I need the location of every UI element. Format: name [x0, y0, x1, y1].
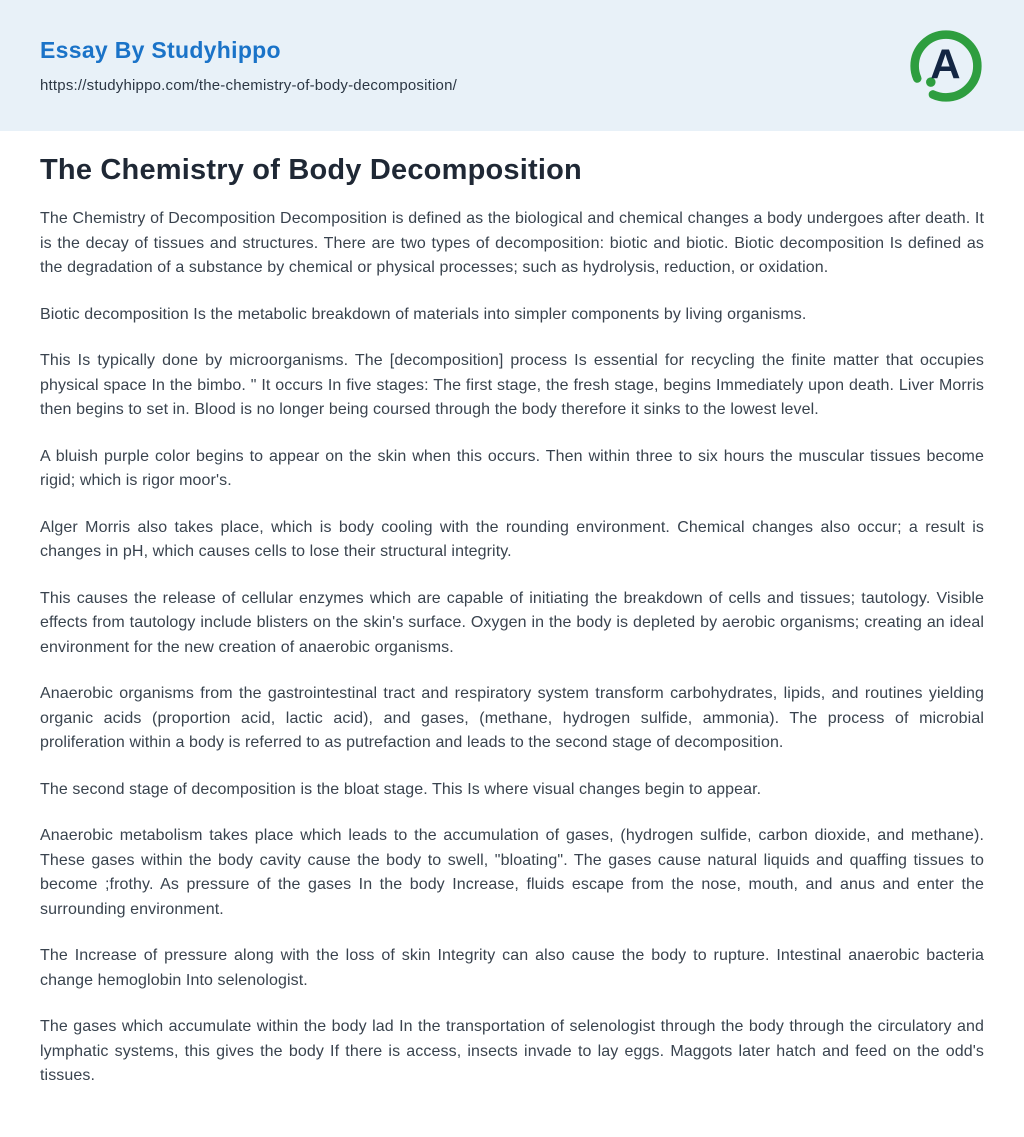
essay-paragraph: The Increase of pressure along with the loss of skin Integrity can also cause the body to rupture. Intestinal anaerobic bacteria change hemoglobin Into selenologist.: [40, 947, 984, 989]
essay-paragraph: Anaerobic metabolism takes place which leads to the accumulation of gases, (hydrogen sulfide, carbon dioxide, and methane). These gases within the body cavity cause the body to swell, "bloating". The gases cause natural liquids and quaffing tissues to become ;frothy. As pressure of the gases In the body Increase, fluids escape from the nose, mouth, and anus and enter the surrounding environment.: [40, 827, 984, 918]
studyhippo-logo[interactable]: [908, 28, 984, 104]
essay-paragraph: The gases which accumulate within the body lad In the transportation of selenologist through the body through the circulatory and lymphatic systems, this gives the body If there is access, insects invade to lay eggs. Maggots later hatch and feed on the odd's tissues.: [40, 1018, 984, 1084]
essay-paragraph: Biotic decomposition Is the metabolic breakdown of materials into simpler components by living organisms.: [40, 305, 807, 323]
essay-title: The Chemistry of Body Decomposition: [40, 154, 582, 186]
essay-paragraph: This causes the release of cellular enzymes which are capable of initiating the breakdown of cells and tissues; tautology. Visible effects from tautology include blisters on the skin's surface. Oxygen in the body is depleted by aerobic organisms; creating an ideal environment for the new creation of anaerobic organisms.: [40, 589, 984, 656]
source-url-link[interactable]: https://studyhippo.com/the-chemistry-of-body-decomposition/: [40, 77, 457, 94]
essay-paragraph: Anaerobic organisms from the gastrointestinal tract and respiratory system transform carbohydrates, lipids, and routines yielding organic acids (proportion acid, lactic acid), and gases, (methane, hydrogen sulfide, ammonia). The process of microbial proliferation within a body is referred to as putrefaction and leads to the second stage of decomposition.: [40, 685, 984, 751]
essay-paragraph: The Chemistry of Decomposition Decomposition is defined as the biological and chemical changes a body undergoes after death. It is the decay of tissues and structures. There are two types of decomposition: biotic and biotic. Biotic decomposition Is defined as the degradation of a substance by chemical or physical processes; such as hydrolysis, reduction, or oxidation.: [40, 210, 984, 276]
essay-paragraph: The second stage of decomposition is the bloat stage. This Is where visual changes begin to appear.: [40, 780, 762, 798]
essay-paragraph: Alger Morris also takes place, which is body cooling with the rounding environment. Chemical changes also occur; a result is changes in pH, which causes cells to lose their structural integrity.: [40, 518, 984, 560]
site-title: Essay By Studyhippo: [40, 37, 281, 63]
logo-letter: A: [930, 39, 961, 87]
essay-paragraph: This Is typically done by microorganisms. The [decomposition] process Is essential for recycling the finite matter that occupies physical space In the bimbo. " It occurs In five stages: The first stage, the fresh stage, begins Immediately upon death. Liver Morris then begins to set in. Blood is no longer being coursed through the body therefore it sinks to the lowest level.: [40, 352, 984, 418]
header-text-block: [40, 37, 457, 94]
essay-paragraph: A bluish purple color begins to appear on the skin when this occurs. Then within three to six hours the muscular tissues become rigid; which is rigor moor's.: [40, 447, 984, 489]
site-header: [0, 0, 1024, 131]
essay-content: [0, 131, 1024, 1119]
